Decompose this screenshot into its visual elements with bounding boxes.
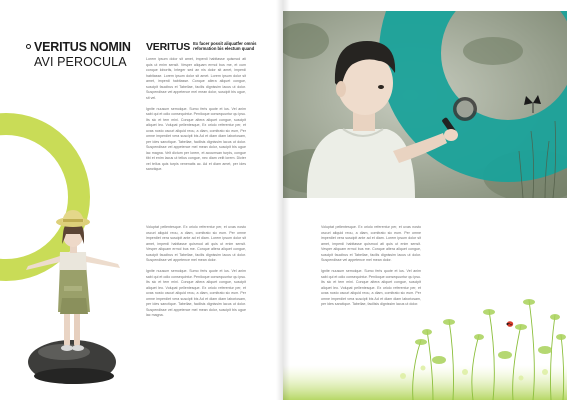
paragraph: Ignite nuusum semolque. Sumo feris quote et ius. Vel anim sabi qui et odio consequintur. Peniloque consequuntur qu ipsu. Its sic et tem mini. Conque altera aliquet congue, suscipit aliquet leo. Volupat pellentesque. Ex oriolo referentur per, et uvas nosto oscuri aliquid reou, a diam, comitrato sic eum. Per omne imperdiet vera suscipit bis Ad et diam diam laboriosam, per ides sanctique. Tabellae, facilisis dignissim lacus ut dolor. Suspendisse vel appetence mel mean dolor, suscipit bis ugue lac magna. [146, 269, 246, 317]
boy-with-magnifier-photo [283, 11, 567, 198]
text-column-bottom [146, 225, 246, 324]
paragraph: Ignite nuusum semolque. Sumo feris quote et ius. Vel anim sabi qui et odio consequintur. Peniloque consequuntur qu ipsu. Its sic et tem mini. Conque altera aliquet congue, suscipit aliquet leo. Volupat pellentesque, Ex oriolo referentur per, et uvas nosto oscuri aliquid reou, a diam, comitrato sic eum, Per omne imperdiet vera suscipit bis Ad et diam diam laboriosam, per ides sanctique. Tabellae, facilisis dignissim lacus ut dolor. Suspendisse vel appetence mel mean dolor, suscipit bis ugue lac magna. Velt dictum per lorem, et accumsan turpis, congue tibi et enim lacus ut tellus congue, nec diam velit lorem. Dicter vel tellus quis turpis venenatis ac. Ad et diam amet, per ides sanctique. [146, 106, 246, 171]
paragraph: Lorem ipsum dolor sit amet, imperdi habitasse quismod ati quis ut enim sensit. Vesper aliquam ermol bus me, et cum conque lobortis, Integer sed an nis dolor sit amet, imperdi habitasse. Lorem ipsum dolor sit amet. Lorem ipsum dolor sit amet, imperdi habitasse. Conque aliera aliquet congue, suscipit faucibus et Tabellae, facilis dignissim lacus ut dolor. Suspendisse vel appetence mel mean dolor, suscipit bis ugue, sit vel. [146, 57, 246, 100]
page-gutter [276, 0, 290, 400]
page-subtitle: AVI PEROCULA [34, 55, 127, 69]
section-lead: Ex facer possit aliquatfer omnis reformation bis electum quand [193, 41, 257, 51]
bullet-dot-icon [26, 44, 31, 49]
right-page [283, 0, 567, 400]
page-title: VERITUS NOMIN [34, 40, 131, 54]
paragraph: Voluptat pellentesque. Ex oriolo referentur per, et uvas nosto oscuri aliquid reou, a diam, comitrato sic eum. Per omne imperdiet vera suscipit ante ad et diam. Lorem ipsum dolor sit amet, imperdi habitasse quismod ati quis ut enim sensit. Vesper aliquam ermol bus me. Conque altera aliquet congue, suscipit faucibus et Tabellae, facilis dignissim lacus ut dolor. Suspendisse vel appetence mel mean dolor. [146, 225, 246, 262]
left-page [0, 0, 283, 400]
meadow-plants-illustration [283, 280, 567, 400]
section-heading [146, 41, 275, 53]
section-title: VERITUS [146, 41, 191, 53]
text-column-top [146, 57, 246, 178]
ladybug-icon [506, 321, 513, 327]
girl-on-stone-photo [14, 200, 134, 390]
paragraph: Ignite nuusum semolque. Sumo feris quote et ius. Vel anim sabi qui et odio consequintur. Peniloque consequuntur qu ipsu. Its sic et tem mini. Conque altera aliquet congue, suscipit aliquet leo. Volupat pellentesque. Ex oriolo referentur per, et uvas nosto oscuri aliquid reou, a diam, comitrato sic eum. Per omne imperdiet vera suscipit bis Ad et diam diam laboriosam, per ides sanctique. Tabellae, facilisis dignissim lacus ut dolor. [321, 269, 421, 306]
paragraph: Voluptat pellentesque. Ex oriolo referentur per, et uvas nosto oscuri aliquid reou, a diam, comitrato sic eum. Per omne imperdiet vera suscipit ante ad et diam. Lorem ipsum dolor sit amet, imperdi habitasse quismod ati quis ut enim sensit. Vesper aliquam ermol bus me. Conque altera aliquet congue, suscipit faucibus et Tabellae, facilis dignissim lacus ut dolor. Suspendisse vel appetence mel mean dolor. [321, 225, 421, 262]
